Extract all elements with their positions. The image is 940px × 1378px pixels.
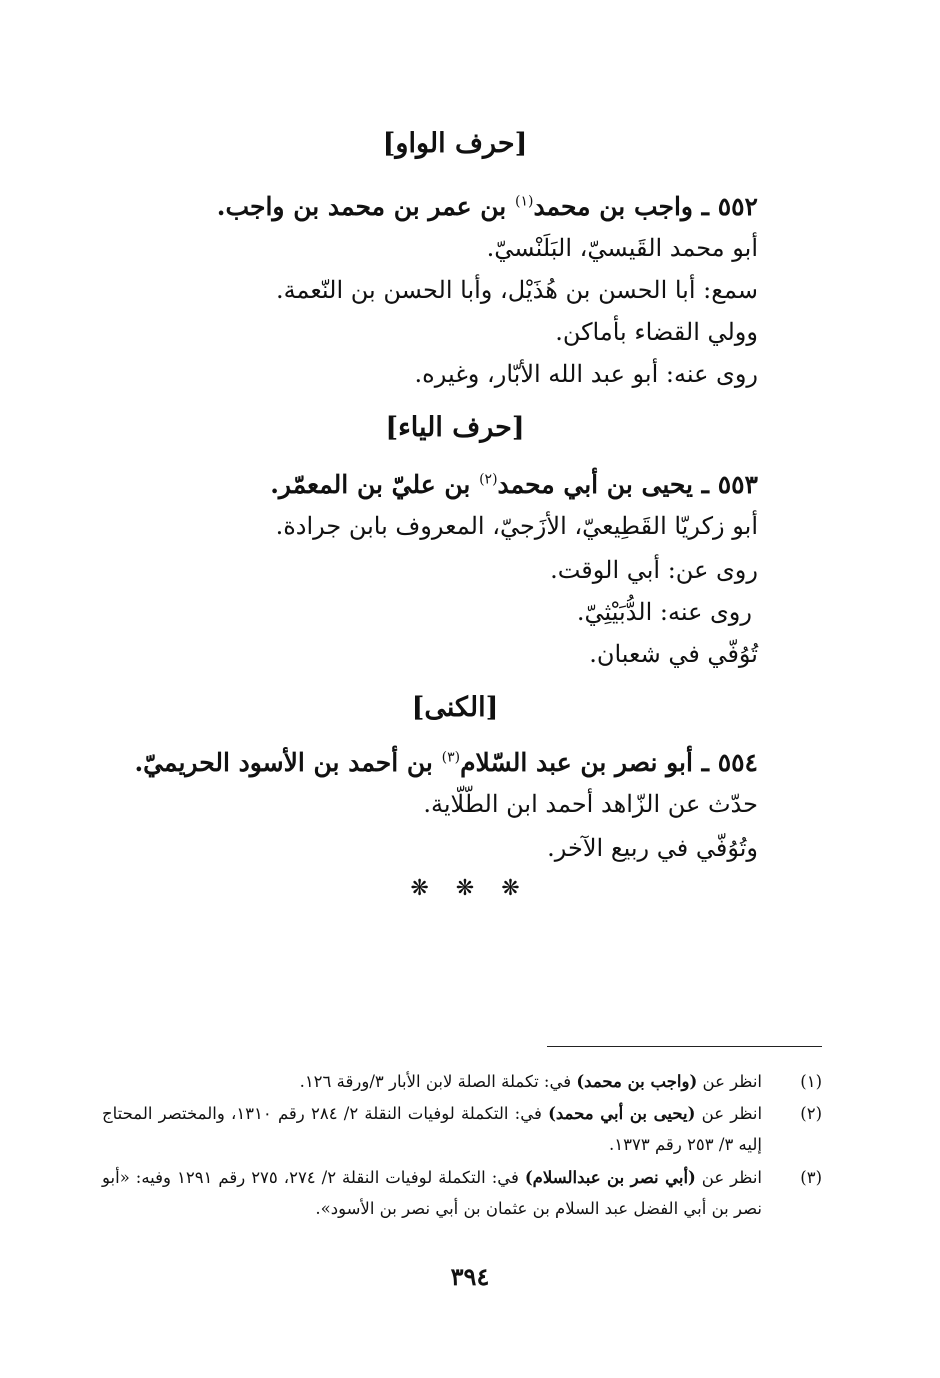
footnote-3-pre: انظر عن <box>695 1168 762 1187</box>
footnote-3 <box>102 1162 822 1224</box>
section-title-kuna: [الكنى] <box>411 692 499 723</box>
entry-552-name: ٥٥٢ ـ واجب بن محمد <box>533 192 758 221</box>
entry-553-heading <box>270 470 758 499</box>
entry-553-line-3: روى عنه: الدُّبَيْثِيّ. <box>576 598 752 626</box>
entry-552-lineage: بن عمر بن محمد بن واجب. <box>216 192 515 221</box>
footnote-3-subject: (أبي نصر بن عبدالسلام) <box>524 1168 696 1187</box>
entry-552-line-1: أبو محمد القَيسيّ، البَلَنْسيّ. <box>486 234 758 262</box>
footnote-1-text <box>102 1066 762 1097</box>
entry-553-name: ٥٥٣ ـ يحيى بن أبي محمد <box>497 470 758 499</box>
footnote-ref-1: (١) <box>514 193 534 210</box>
footnote-1-subject: (واجب بن محمد) <box>576 1072 698 1091</box>
entry-552-heading <box>217 192 758 221</box>
entry-554-name: ٥٥٤ ـ أبو نصر بن عبد السّلام <box>460 748 758 777</box>
footnote-2 <box>102 1098 822 1160</box>
footnote-2-pre: انظر عن <box>695 1104 763 1123</box>
footnote-ref-3: (٣) <box>441 749 461 766</box>
footnote-3-number: (٣) <box>800 1168 822 1187</box>
footnote-1-number: (١) <box>800 1072 822 1091</box>
entry-554-line-1: حدّث عن الزّاهد أحمد ابن الطّلّاية. <box>423 790 758 818</box>
entry-552-line-3: وولي القضاء بأماكن. <box>555 318 758 346</box>
footnote-2-number: (٢) <box>800 1104 822 1123</box>
entry-552-line-2: سمع: أبا الحسن بن هُذَيْل، وأبا الحسن بن النّعمة. <box>275 276 758 304</box>
section-title-ya: [حرف الياء] <box>385 412 525 443</box>
footnote-1-source: في: تكملة الصلة لابن الأبار ٣/ورقة ١٢٦. <box>299 1072 577 1091</box>
entry-554-line-2: وتُوُفّي في ربيع الآخر. <box>547 834 758 862</box>
entry-552-line-4: روى عنه: أبو عبد الله الأبّار، وغيره. <box>414 360 758 388</box>
footnote-2-subject: (يحيى بن أبي محمد) <box>548 1104 696 1123</box>
section-title-waw: [حرف الواو] <box>382 128 528 159</box>
footnote-2-text <box>102 1098 762 1160</box>
footnote-3-source: في: التكملة لوفيات النقلة ٢/ ٢٧٤، ٢٧٥ رقم ١٢٩١ وفيه: «أبو نصر بن أبي الفضل عبد السلام بن عثمان بن أبي نصر بن الأسود». <box>102 1168 762 1218</box>
footnote-rule <box>547 1046 822 1047</box>
entry-553-line-1: أبو زكريّا القَطِيعيّ، الأزَجيّ، المعروف بابن جرادة. <box>275 512 758 540</box>
footnote-2-source: في: التكملة لوفيات النقلة ٢/ ٢٨٤ رقم ١٣١٠، والمختصر المحتاج إليه ٣/ ٢٥٣ رقم ١٣٧٣. <box>102 1104 762 1154</box>
entry-553-lineage: بن عليّ بن المعمّر. <box>270 470 480 499</box>
page-number: ٣٩٤ <box>450 1262 490 1291</box>
footnote-3-text <box>102 1162 762 1224</box>
entry-553-line-2: روى عن: أبي الوقت. <box>550 556 758 584</box>
footnote-1-pre: انظر عن <box>697 1072 762 1091</box>
footnote-1 <box>102 1066 822 1097</box>
footnote-ref-2: (٢) <box>479 471 498 488</box>
entry-554-heading <box>134 748 758 777</box>
section-separator: ❋ ❋ ❋ <box>410 876 530 901</box>
entry-554-lineage: بن أحمد بن الأسود الحريميّ. <box>134 748 442 777</box>
entry-553-line-4: تُوُفّي في شعبان. <box>589 640 758 668</box>
